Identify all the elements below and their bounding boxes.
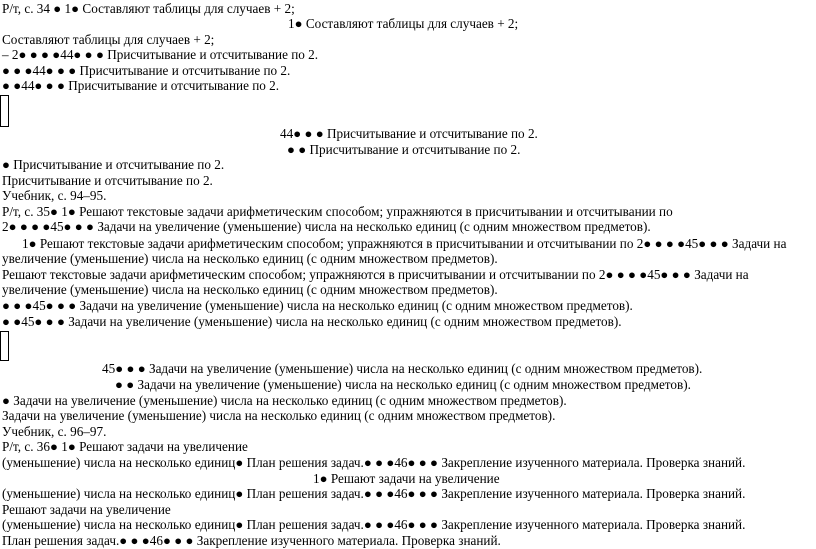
text-line: ● Присчитывание и отсчитывание по 2. xyxy=(2,157,225,172)
text-line: ● Задачи на увеличение (уменьшение) числа на несколько единиц (с одним множеством предметов). xyxy=(2,393,567,408)
text-line: 1● Составляют таблицы для случаев + 2; xyxy=(288,16,519,31)
text-line: ● ● Задачи на увеличение (уменьшение) числа на несколько единиц (с одним множеством предметов). xyxy=(115,377,691,392)
empty-box xyxy=(0,331,9,361)
text-line: 44● ● ● Присчитывание и отсчитывание по 2. xyxy=(280,126,538,141)
text-line: 45● ● ● Задачи на увеличение (уменьшение) числа на несколько единиц (с одним множеством предметов). xyxy=(102,361,703,376)
text-line: 1● Решают текстовые задачи арифметическим способом; упражняются в присчитывании и отсчитывании по 2● ● ● ●45● ● ● Задачи на xyxy=(22,236,787,251)
text-line: 2● ● ● ●45● ● ● Задачи на увеличение (уменьшение) числа на несколько единиц (с одним множеством предметов). xyxy=(2,219,651,234)
text-line: (уменьшение) числа на несколько единиц● План решения задач.● ● ●46● ● ● Закрепление изученного материала. Проверка знаний. xyxy=(2,455,746,470)
text-line: Р/т, с. 36● 1● Решают задачи на увеличение xyxy=(2,439,248,454)
text-line: ● ● ●44● ● ● Присчитывание и отсчитывание по 2. xyxy=(2,63,291,78)
text-line: ● ● ●45● ● ● Задачи на увеличение (уменьшение) числа на несколько единиц (с одним множеством предметов). xyxy=(2,298,633,313)
text-line: Р/т, с. 35● 1● Решают текстовые задачи арифметическим способом; упражняются в присчитывании и отсчитывании по xyxy=(2,204,673,219)
text-line: 1● Решают задачи на увеличение xyxy=(313,471,500,486)
text-line: увеличение (уменьшение) числа на несколько единиц (с одним множеством предметов). xyxy=(2,251,498,266)
text-line: Решают задачи на увеличение xyxy=(2,502,171,517)
text-line: ● ●45● ● ● Задачи на увеличение (уменьшение) числа на несколько единиц (с одним множеством предметов). xyxy=(2,314,622,329)
text-line: Р/т, с. 34 ● 1● Составляют таблицы для случаев + 2; xyxy=(2,1,295,16)
text-line: Задачи на увеличение (уменьшение) числа на несколько единиц (с одним множеством предметов). xyxy=(2,408,556,423)
text-line: (уменьшение) числа на несколько единиц● План решения задач.● ● ●46● ● ● Закрепление изученного материала. Проверка знаний. xyxy=(2,517,746,532)
text-line: План решения задач.● ● ●46● ● ● Закрепление изученного материала. Проверка знаний. xyxy=(2,533,501,548)
text-line: ● ●44● ● ● Присчитывание и отсчитывание по 2. xyxy=(2,78,280,93)
text-line: Присчитывание и отсчитывание по 2. xyxy=(2,173,213,188)
text-line: Решают текстовые задачи арифметическим способом; упражняются в присчитывании и отсчитывании по 2● ● ● ●45● ● ● Задачи на xyxy=(2,267,749,282)
text-line: ● ● Присчитывание и отсчитывание по 2. xyxy=(287,142,521,157)
text-line: Учебник, с. 94–95. xyxy=(2,188,107,203)
text-line: Учебник, с. 96–97. xyxy=(2,424,107,439)
text-line: увеличение (уменьшение) числа на несколько единиц (с одним множеством предметов). xyxy=(2,282,498,297)
text-line: – 2● ● ● ●44● ● ● Присчитывание и отсчитывание по 2. xyxy=(2,47,319,62)
empty-box xyxy=(0,95,9,127)
text-line: Составляют таблицы для случаев + 2; xyxy=(2,32,215,47)
text-line: (уменьшение) числа на несколько единиц● План решения задач.● ● ●46● ● ● Закрепление изученного материала. Проверка знаний. xyxy=(2,486,746,501)
